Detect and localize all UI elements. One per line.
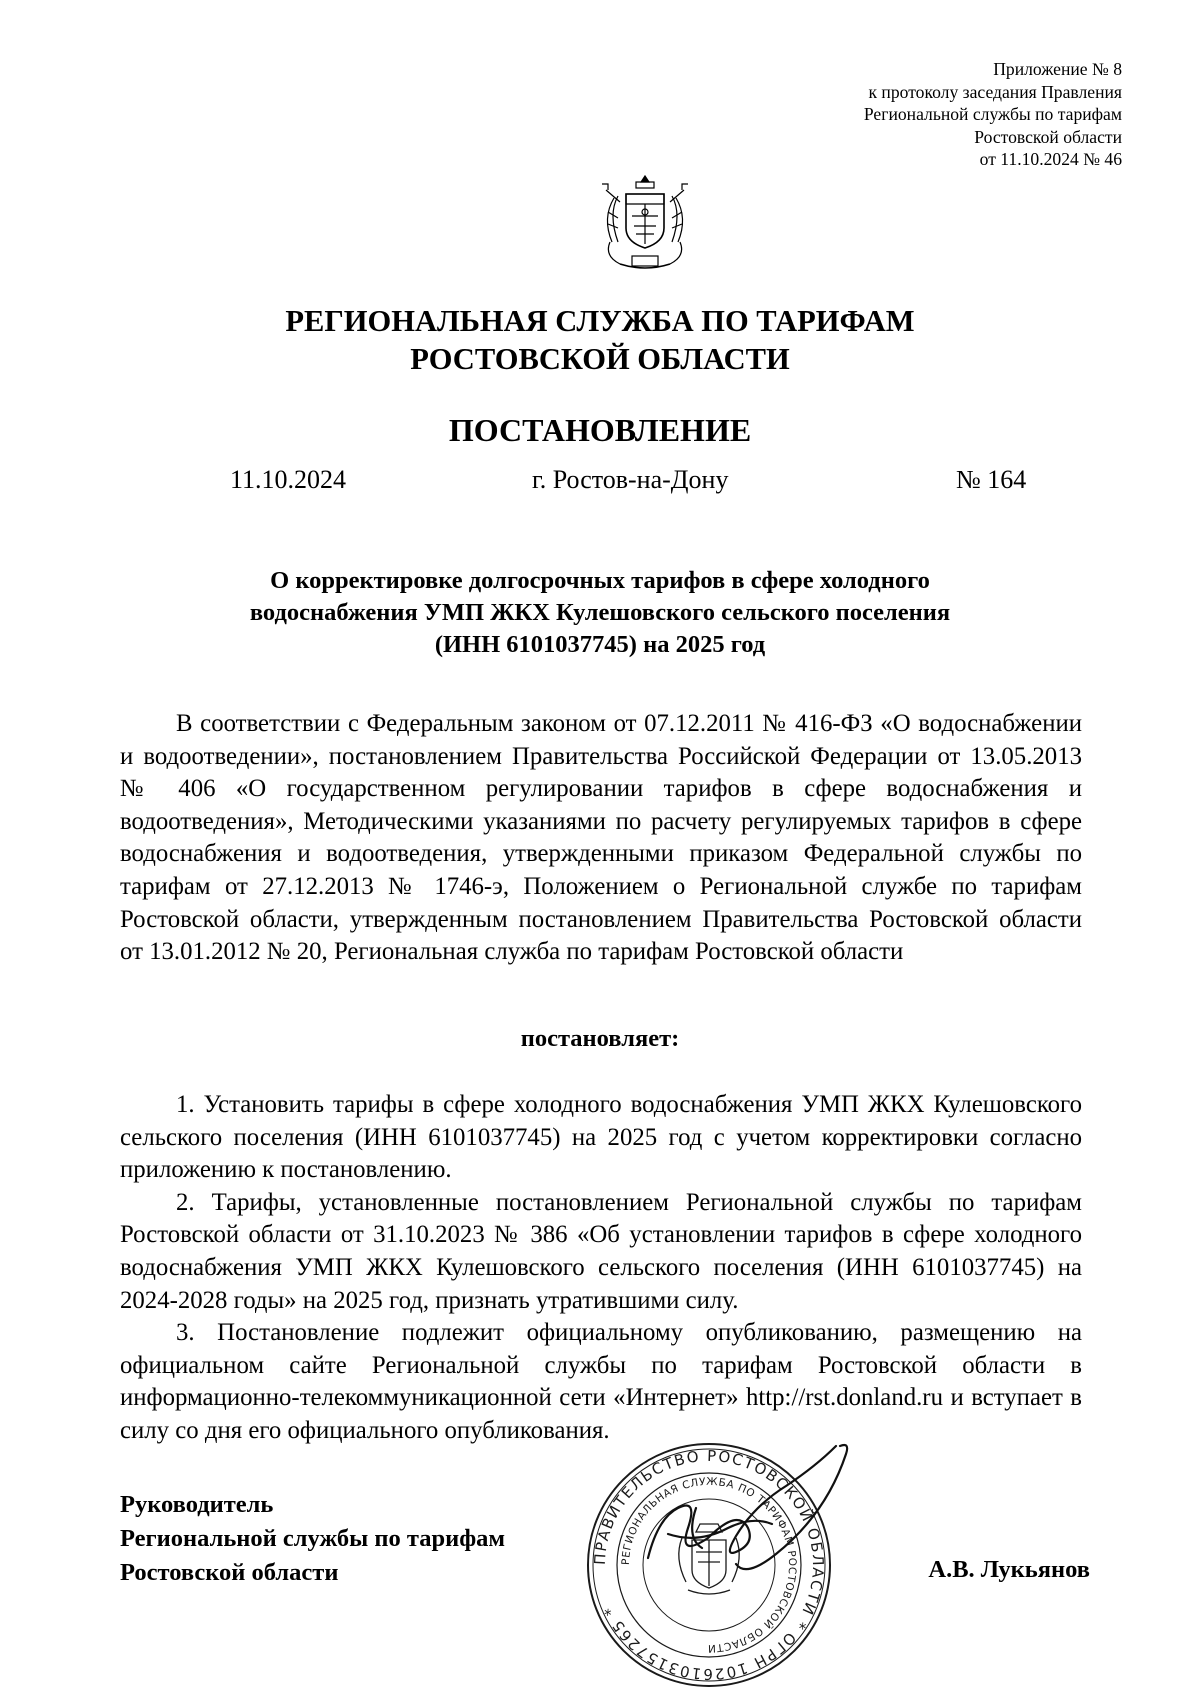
decree-item: 3. Постановление подлежит официальному опубликованию, размещению на официальном сайте Региональной службы по тарифам Ростовской области в информационно-телекоммуникационной сети «Интернет» http://rst.donland.ru и вступает в силу со дня его официального опубликования. (120, 1319, 1082, 1444)
appendix-line: Приложение № 8 (993, 59, 1122, 79)
organization-title-line: РОСТОВСКОЙ ОБЛАСТИ (410, 342, 790, 376)
signatory-title-line: Региональной службы по тарифам (120, 1525, 506, 1552)
subject-line: водоснабжения УМП ЖКХ Кулешовского сельского поселения (249, 599, 951, 626)
appendix-line: от 11.10.2024 № 46 (979, 149, 1122, 169)
appendix-line: к протоколу заседания Правления (868, 81, 1122, 102)
subject-line: (ИНН 6101037745) на 2025 год (434, 631, 766, 658)
decree-word: постановляет: (520, 1025, 680, 1052)
signatory-name: А.В. Лукьянов (928, 1556, 1090, 1583)
document-number: № 164 (956, 465, 1027, 494)
decree-item: 1. Установить тарифы в сфере холодного водоснабжения УМП ЖКХ Кулешовского сельского поселения (ИНН 6101037745) на 2025 год с учетом корректировки согласно приложению к постановлению. (120, 1091, 1082, 1184)
document-city: г. Ростов-на-Дону (532, 465, 729, 494)
signatory-title (120, 1488, 505, 1590)
signatory-title-line: Руководитель (120, 1491, 274, 1518)
coat-of-arms-icon (596, 172, 694, 274)
decree-items (120, 1089, 1082, 1448)
organization-title-line: РЕГИОНАЛЬНАЯ СЛУЖБА ПО ТАРИФАМ (285, 304, 915, 338)
appendix-note (702, 58, 1122, 171)
preamble-paragraph: В соответствии с Федеральным законом от 07.12.2011 № 416-ФЗ «О водоснабжении и водоотведении», постановлением Правительства Российской Федерации от 13.05.2013 № 406 «О государственном регулировании тарифов в сфере водоснабжения и водоотведения», Методическими указаниями по расчету регулируемых тарифов в сфере водоснабжения и водоотведения, утвержденными приказом Федеральной службы по тарифам от 27.12.2013 № 1746-э, Положением о Региональной службе по тарифам Ростовской области, утвержденным постановлением Правительства Ростовской области от 13.01.2012 № 20, Региональная служба по тарифам Ростовской области (120, 710, 1082, 966)
document-date: 11.10.2024 (230, 465, 347, 494)
stamp-outer-text: ПРАВИТЕЛЬСТВО РОСТОВСКОЙ ОБЛАСТИ * ОГРН 1026103157265 * (590, 1446, 828, 1684)
handwritten-signature (608, 1438, 868, 1598)
appendix-line: Региональной службы по тарифам (863, 104, 1122, 124)
signatory-title-line: Ростовской области (120, 1559, 339, 1586)
subject-line: О корректировке долгосрочных тарифов в сфере холодного (270, 567, 930, 594)
appendix-line: Ростовской области (974, 126, 1122, 147)
document-subject (120, 565, 1080, 661)
decree-item: 2. Тарифы, установленные постановлением Региональной службы по тарифам Ростовской области от 31.10.2023 № 386 «Об установлении тарифов в сфере холодного водоснабжения УМП ЖКХ Кулешовского сельского поселения (ИНН 6101037745) на 2024-2028 годы» на 2025 год, признать утратившими силу. (120, 1188, 1082, 1314)
organization-title (0, 302, 1200, 378)
document-type: ПОСТАНОВЛЕНИЕ (448, 412, 752, 448)
stamp-inner-text: РЕГИОНАЛЬНАЯ СЛУЖБА ПО ТАРИФАМ РОСТОВСКОЙ ОБЛАСТИ (619, 1475, 799, 1655)
